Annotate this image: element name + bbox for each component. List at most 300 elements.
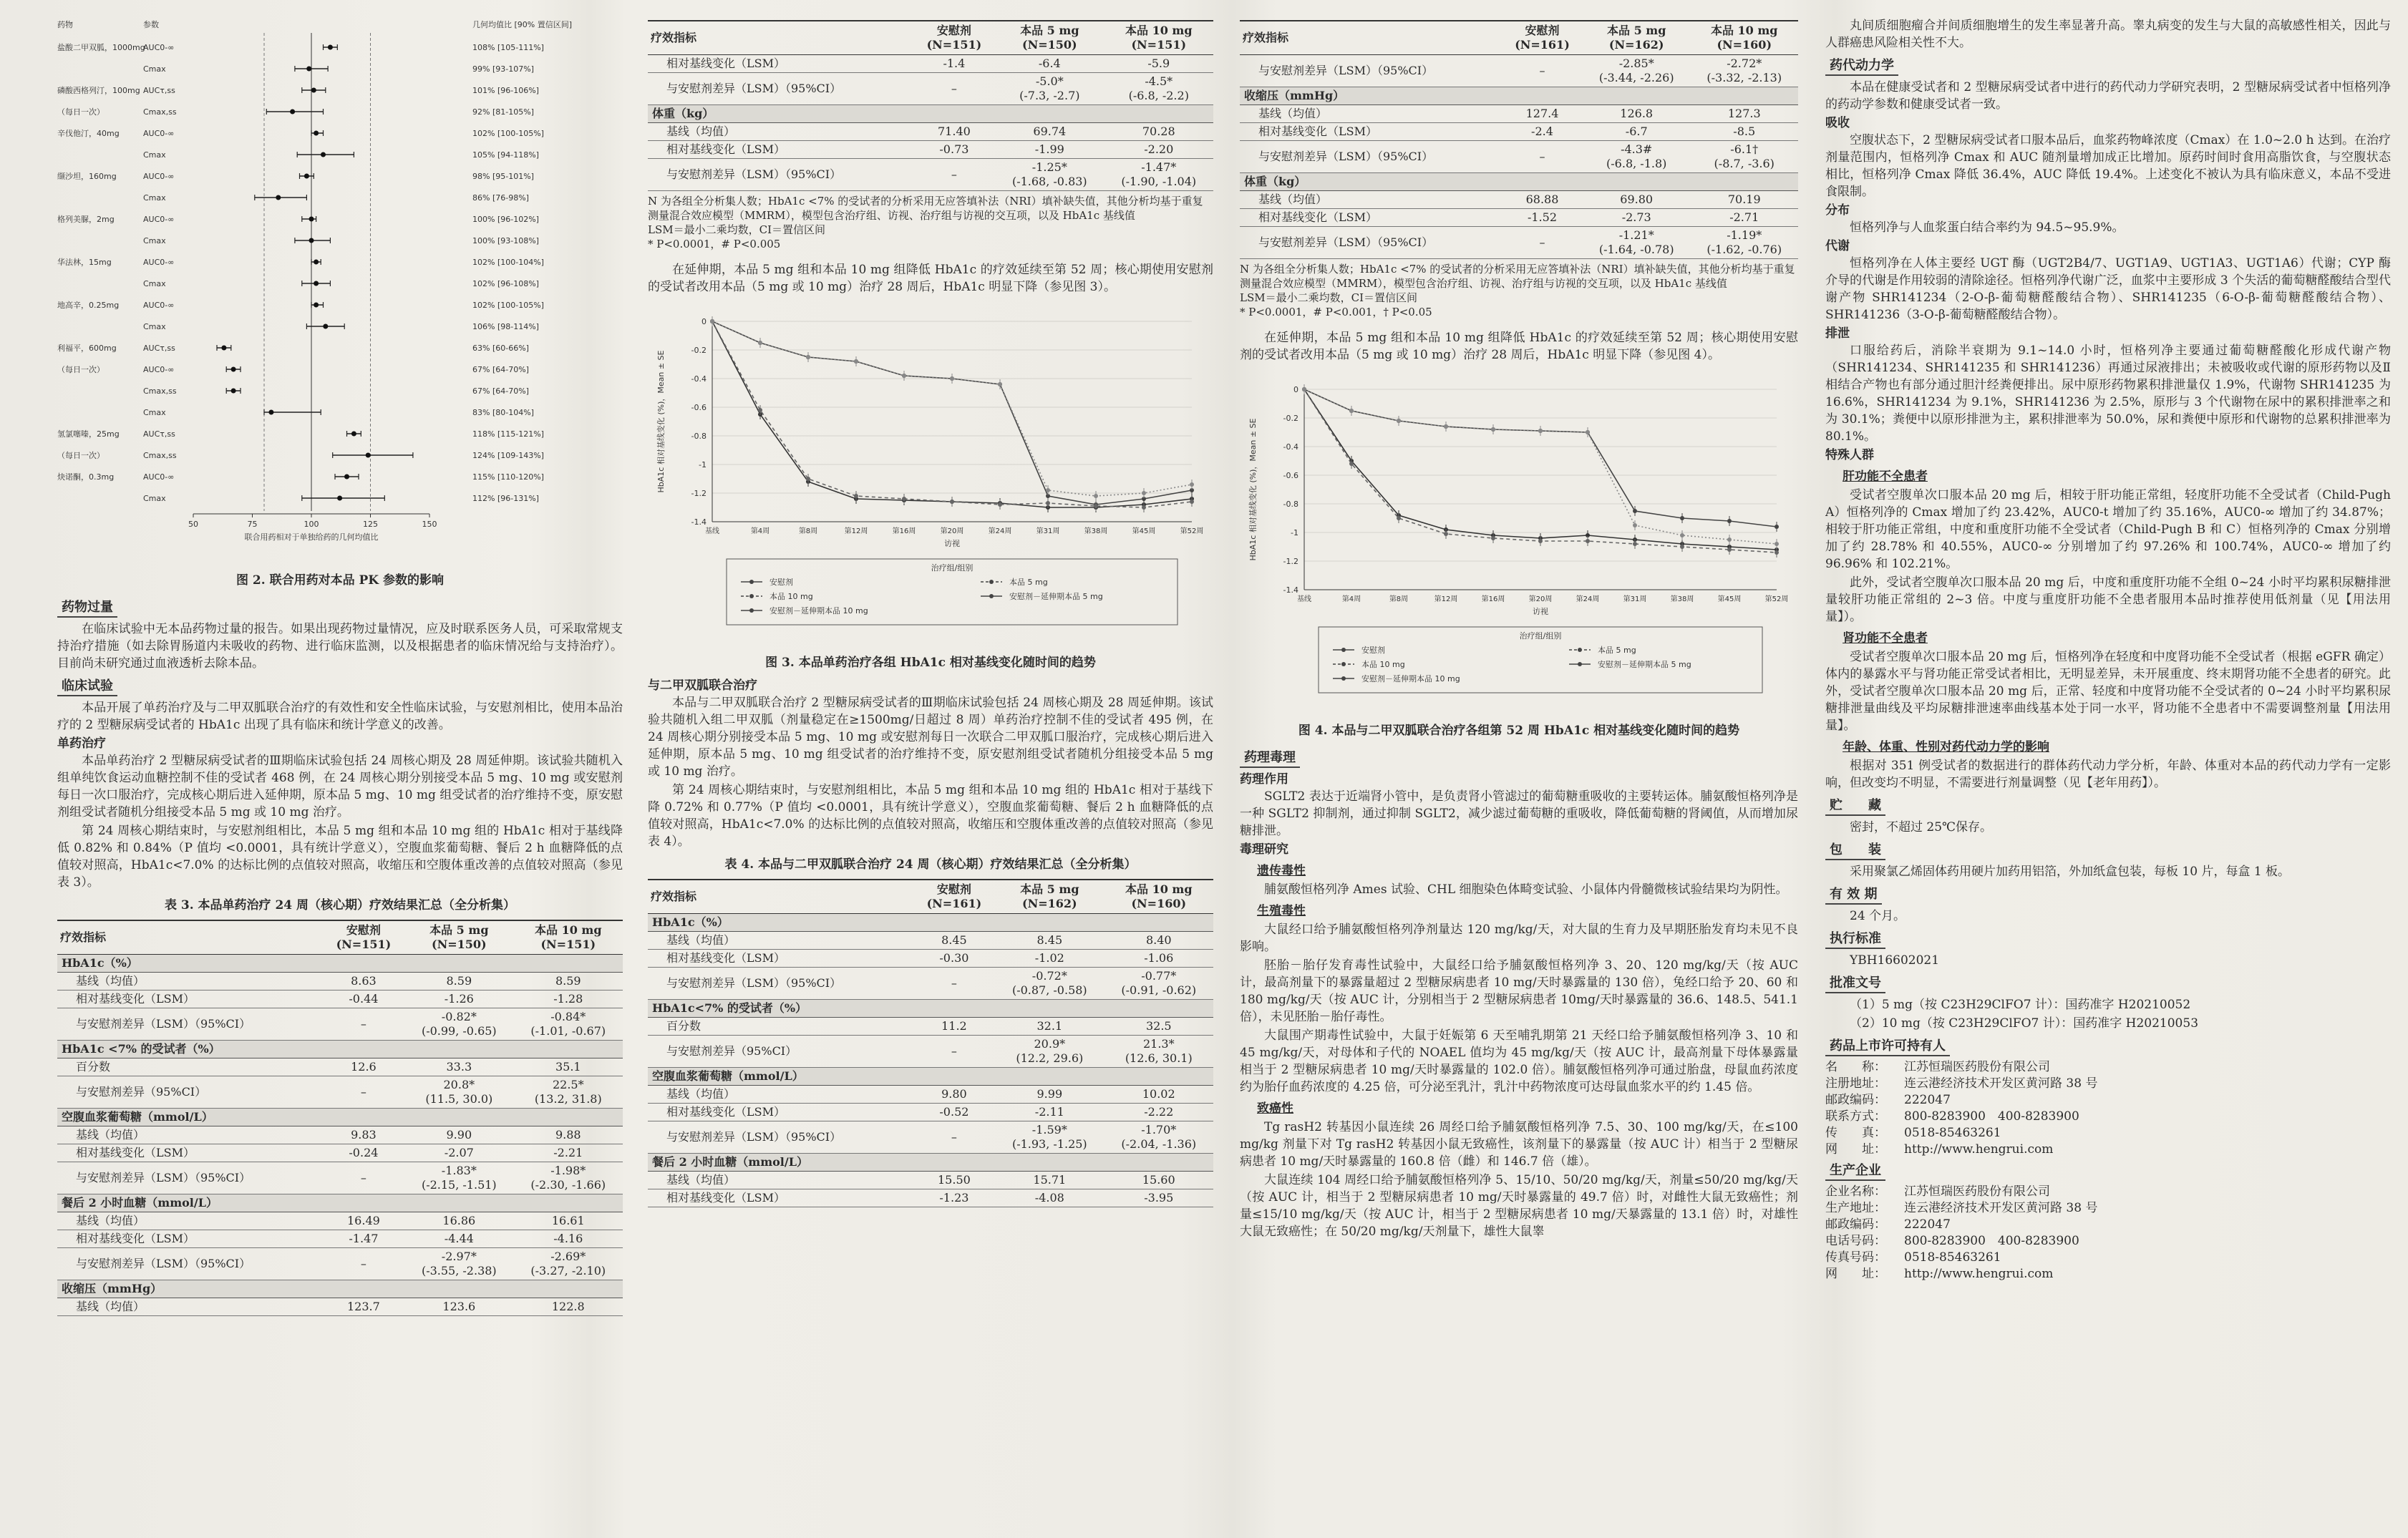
table-cell: 相对基线变化（LSM） [648,55,913,73]
chart-x-axis-label: 访视 [944,539,960,548]
table-row [648,55,1213,73]
table-group-label: 餐后 2 小时血糖（mmol/L） [57,1194,623,1212]
table-cell: -0.84* (-1.01, -0.67) [514,1008,623,1041]
table-4-continued [1240,20,1798,259]
forest-point [311,88,316,93]
forest-point [321,152,326,157]
table-cell: 与安慰剂差异（LSM）（95%CI） [1240,141,1502,173]
table-cell: 与安慰剂差异（95%CI） [57,1076,323,1109]
table-cell: 71.40 [913,123,995,141]
table-cell: – [1502,141,1583,173]
chart-y-tick-label: -0.6 [691,403,707,412]
column-2 [648,17,1213,1520]
table-cell: – [323,1248,404,1280]
table-row [1240,87,1798,105]
chart-legend-marker [1341,662,1346,666]
genotoxicity-heading: 遗传毒性 [1257,864,1306,878]
chart-legend-marker [989,594,994,598]
table-row [648,141,1213,159]
info-key: 企业名称： [1825,1184,1886,1199]
table-3-note: N 为各组全分析集人数；HbA1c <7% 的受试者的分析采用无应答填补法（NRI）填补缺失值，其他分析均基于重复测量混合效应模型（MMRM），模型包含治疗组、访视、治疗组与访视的交互项，以及 HbA1c 基线值 LSM＝最小二乘均数，CI＝置信区间 * P<0.0001，# P<0.005 [648,195,1203,250]
table-group-label: 餐后 2 小时血糖（mmol/L） [648,1154,1213,1172]
table-cell: 32.5 [1105,1018,1213,1036]
table-cell: 基线（均值） [1240,105,1502,123]
table-cell: 68.88 [1502,191,1583,209]
chart-x-tick-label: 第16周 [1481,595,1505,603]
chart-point [1190,500,1194,504]
forest-ratio-label: 102% [100-105%] [472,129,544,138]
forest-param-label: AUC0-∞ [143,129,175,138]
table-cell: 基线（均值） [648,932,913,950]
info-key: 网 址： [1825,1142,1886,1157]
table-cell: -2.22 [1105,1104,1213,1121]
table-cell: -1.23 [913,1189,995,1207]
table-cell: 9.80 [913,1086,995,1104]
info-value: 连云港经济技术开发区黄河路 38 号 [1904,1201,2098,1215]
forest-header-ratio: 几何均值比 [90% 置信区间] [472,20,573,29]
chart-legend-label: 安慰剂 [1361,646,1385,655]
table-row [57,1126,623,1144]
info-key: 传真号码： [1825,1250,1886,1265]
chart-point [1680,533,1684,537]
table-cell: -5.0* (-7.3, -2.7) [995,73,1104,105]
chart-y-tick-label: -0.2 [1283,414,1298,423]
info-key: 电话号码： [1825,1234,1886,1248]
table-cell: 与安慰剂差异（LSM）（95%CI） [648,968,913,1000]
manufacturer-heading: 生产企业 [1825,1162,1885,1181]
table-cell: -1.47 [323,1230,404,1248]
monotherapy-p1: 本品单药治疗 2 型糖尿病受试者的Ⅲ期临床试验包括 24 周核心期及 28 周延伸期。该试验共随机入组单纯饮食运动血糖控制不佳的受试者 468 例，在 24 周核心期分别接受本品 5 mg、10 mg 或安慰剂每日一次口服治疗，完成核心期后进入延伸期，原本品 5 mg、10 mg 组受试者的治疗维持不变，原安慰剂组受试者随机分组接受本品 5 mg 或 10 mg 治疗。 [57,754,623,819]
chart-legend-marker [1578,648,1582,652]
table-cell: -2.11 [995,1104,1104,1121]
table-3-caption: 表 3. 本品单药治疗 24 周（核心期）疗效结果汇总（全分析集） [164,898,516,912]
manufacturer-info [1825,1184,2391,1283]
chart-x-tick-label: 第20周 [1528,595,1553,603]
table-cell: 20.8* (11.5, 30.0) [404,1076,513,1109]
info-row [1825,1233,2391,1250]
table-cell: 9.88 [514,1126,623,1144]
table-cell: -0.77* (-0.91, -0.62) [1105,968,1213,1000]
table-cell: 8.59 [514,973,623,991]
table-cell: 与安慰剂差异（LSM）（95%CI） [1240,55,1502,87]
forest-ratio-label: 102% [100-104%] [472,258,544,267]
chart-y-tick-label: 0 [1293,385,1298,394]
table-cell: 相对基线变化（LSM） [648,1104,913,1121]
table-cell: 与安慰剂差异（LSM）（95%CI） [1240,227,1502,259]
metabolism-heading: 代谢 [1825,239,1850,253]
table-cell: -3.95 [1105,1189,1213,1207]
table-cell: 8.45 [913,932,995,950]
table-row [648,1172,1213,1189]
pk-intro: 本品在健康受试者和 2 型糖尿病受试者中进行的药代动力学研究表明，2 型糖尿病受试者中恒格列净的药动学参数和健康受试者一致。 [1825,80,2391,112]
chart-x-axis-label: 访视 [1533,607,1548,616]
chart-x-tick-label: 第24周 [1576,595,1600,603]
chart-legend-title: 治疗组/组别 [1519,631,1562,641]
info-key: 邮政编码： [1825,1217,1886,1232]
info-row [1825,1266,2391,1283]
table-cell: 123.7 [323,1298,404,1316]
table-row [648,1036,1213,1068]
table-row [57,1280,623,1298]
chart-point [1538,539,1543,543]
table-cell: -1.59* (-1.93, -1.25) [995,1121,1104,1154]
table-group-label: 空腹血浆葡萄糖（mmol/L） [648,1068,1213,1086]
chart-point [806,355,810,359]
table-row [57,1212,623,1230]
chart-point [1727,547,1732,552]
validity-text: 24 个月。 [1850,909,1906,923]
forest-ratio-label: 124% [109-143%] [472,451,544,460]
chart-y-tick-label: -0.8 [1283,500,1298,509]
forest-point [323,324,328,329]
chart-point [1633,542,1637,546]
mah-heading: 药品上市许可持有人 [1825,1038,1950,1056]
forest-point [314,281,319,286]
chart-y-tick-label: -1 [699,460,707,469]
table-header-cell: 本品 10 mg (N=160) [1105,880,1213,914]
table-group-label: HbA1c（%） [648,914,1213,932]
table-cell: -1.83* (-2.15, -1.51) [404,1162,513,1194]
chart-series-line [1304,389,1777,527]
table-cell: 基线（均值） [1240,191,1502,209]
chart-legend-label: 本品 10 mg [1361,660,1405,669]
table-cell: -4.44 [404,1230,513,1248]
forest-param-label: AUC0-∞ [143,365,175,374]
chart-x-tick-label: 第20周 [940,527,964,535]
chart-legend-label: 安慰剂－延伸期本品 10 mg [1361,674,1460,683]
forest-ratio-label: 67% [64-70%] [472,386,529,396]
forest-drug-label: 利福平，600mg [57,344,117,353]
chart-point [998,502,1002,507]
table-cell: 8.45 [995,932,1104,950]
info-key: 生产地址： [1825,1201,1886,1215]
forest-param-label: AUC0-∞ [143,172,175,181]
chart-point [1586,430,1590,434]
chart-point [1046,501,1050,505]
table-cell: -6.7 [1583,123,1691,141]
table-cell: 基线（均值） [648,123,913,141]
carcinogenicity-continued: 丸间质细胞瘤合并间质细胞增生的发生率显著升高。睾丸病变的发生与大鼠的高敏感性相关，因此与人群癌患风险相关性不大。 [1825,19,2391,50]
table-cell: – [1502,55,1583,87]
chart-y-tick-label: -1.2 [1283,557,1298,566]
renal-impairment-heading: 肾功能不全患者 [1843,631,1928,646]
table-header-cell: 本品 5 mg (N=150) [995,21,1104,55]
forest-point [309,238,314,243]
chart-point [758,341,762,345]
table-cell: 百分数 [648,1018,913,1036]
table-header-cell: 本品 5 mg (N=162) [1583,21,1691,55]
age-weight-sex-text: 根据对 351 例受试者的数据进行的群体药代动力学分析，年龄、体重对本品的药代动力学有一定影响，但改变均不明显，不需要进行剂量调整（见【老年用药】）。 [1825,759,2391,790]
forest-param-label: Cmax [143,150,166,160]
table-cell: -2.20 [1105,141,1213,159]
forest-point [314,131,319,136]
forest-axis-label: 联合用药相对于单独给药的几何均值比 [244,532,379,542]
forest-point [344,474,349,480]
chart-x-tick-label: 第31周 [1036,527,1060,535]
table-cell: 20.9* (12.2, 29.6) [995,1036,1104,1068]
storage-text: 密封，不超过 25℃保存。 [1850,820,1993,834]
table-cell: 10.02 [1105,1086,1213,1104]
table-cell: 15.60 [1105,1172,1213,1189]
forest-param-label: Cmax [143,408,166,417]
info-value: 0518-85463261 [1904,1250,2001,1265]
info-value: 江苏恒瑞医药股份有限公司 [1904,1060,2050,1074]
table-row [648,968,1213,1000]
chart-x-tick-label: 第12周 [1434,595,1458,603]
table-cell: 与安慰剂差异（LSM）（95%CI） [648,73,913,105]
forest-ratio-label: 67% [64-70%] [472,365,529,374]
chart-y-tick-label: -0.4 [691,374,707,384]
pharmacology-text: SGLT2 表达于近端肾小管中，是负责肾小管滤过的葡萄糖重吸收的主要转运体。脯氨酸恒格列净是一种 SGLT2 抑制剂，通过抑制 SGLT2，减少滤过葡萄糖的重吸收，降低葡萄糖的肾阈值，从而增加尿糖排泄。 [1240,789,1798,838]
forest-point [268,410,273,415]
table-row [57,1144,623,1162]
pharmacology-heading: 药理毒理 [1240,749,1300,768]
forest-point [309,217,314,222]
forest-ratio-label: 83% [80-104%] [472,408,534,417]
info-value: 800-8283900 400-8283900 [1904,1109,2079,1124]
table-cell: 8.40 [1105,932,1213,950]
table-cell: -2.4 [1502,123,1583,141]
forest-param-label: Cmax [143,322,166,331]
chart-point [1046,488,1050,492]
chart-series-line [1304,389,1777,544]
forest-tick-label: 125 [363,520,378,529]
monotherapy-heading: 单药治疗 [57,736,106,751]
chart-point [1190,482,1194,487]
table-cell: -6.1† (-8.7, -3.6) [1690,141,1798,173]
table-cell: -0.73 [913,141,995,159]
figure-3-chart [648,307,1213,643]
info-row [1825,1142,2391,1158]
chart-point [1444,424,1448,429]
table-cell: 相对基线变化（LSM） [57,1144,323,1162]
chart-point [950,500,954,504]
chart-x-tick-label: 第4周 [750,527,770,535]
table-cell: – [323,1162,404,1194]
chart-legend-label: 安慰剂－延伸期本品 5 mg [1598,660,1691,669]
table-row [57,1058,623,1076]
forest-param-label: Cmax [143,236,166,245]
table-row [648,932,1213,950]
table-header-cell: 安慰剂 (N=151) [323,920,404,955]
chart-point [1094,504,1098,508]
table-cell: -1.06 [1105,950,1213,968]
table-cell: -6.4 [995,55,1104,73]
table-cell: 相对基线变化（LSM） [57,1230,323,1248]
chart-legend-marker [1341,648,1346,652]
table-cell: -0.72* (-0.87, -0.58) [995,968,1104,1000]
table-cell: -2.97* (-3.55, -2.38) [404,1248,513,1280]
chart-legend-marker [1578,662,1582,666]
table-cell: – [913,1121,995,1154]
chart-point [1775,550,1779,555]
chart-point [1586,539,1590,543]
reproductive-p2: 胚胎－胎仔发育毒性试验中，大鼠经口给予脯氨酸恒格列净 3、20、120 mg/kg/天（按 AUC 计，最高剂量下的暴露量超过 2 型糖尿病患者 10 mg/天时暴露量的 130 倍），兔经口给予 20、60 和 180 mg/kg/天（按 AUC 计，分别相当于 2 型糖尿病患者 10mg/天时暴露量的 36.6、148.5、541.1 倍），未见胚胎－胎仔毒性。 [1240,958,1798,1024]
table-cell: -1.99 [995,141,1104,159]
table-4-caption: 表 4. 本品与二甲双胍联合治疗 24 周（核心期）疗效结果汇总（全分析集） [724,857,1137,872]
chart-y-tick-label: -0.2 [691,346,707,355]
table-cell: -1.25* (-1.68, -0.83) [995,159,1104,191]
table-row [648,159,1213,191]
table-header-cell: 疗效指标 [648,880,913,914]
forest-drug-label: 华法林，15mg [57,258,112,267]
chart-x-tick-label: 第31周 [1623,595,1647,603]
chart-point [1397,419,1401,423]
table-cell: 8.59 [404,973,513,991]
chart-x-tick-label: 第8周 [1389,595,1409,603]
info-row [1825,1200,2391,1217]
approval-heading: 批准文号 [1825,975,1885,993]
package-heading: 包 装 [1825,842,1885,860]
forest-param-label: AUC0-∞ [143,301,175,310]
table-header-cell: 本品 5 mg (N=162) [995,880,1104,914]
chart-legend-marker [749,594,754,598]
table-cell: 基线（均值） [648,1086,913,1104]
table-row [1240,173,1798,191]
chart-point [710,319,714,323]
forest-point [231,367,236,372]
forest-tick-label: 150 [422,520,437,529]
table-cell: 69.80 [1583,191,1691,209]
table-cell: 基线（均值） [57,973,323,991]
table-cell: 122.8 [514,1298,623,1316]
table-cell: -2.85* (-3.44, -2.26) [1583,55,1691,87]
table-cell: -4.16 [514,1230,623,1248]
chart-x-tick-label: 基线 [1297,595,1311,603]
table-cell: 16.49 [323,1212,404,1230]
chart-legend-label: 本品 10 mg [770,592,813,601]
forest-param-label: Cmax [143,494,166,503]
table-cell: 21.3* (12.6, 30.1) [1105,1036,1213,1068]
table-cell: -1.26 [404,991,513,1008]
forest-param-label: AUC0-∞ [143,215,175,224]
table-row [57,1162,623,1194]
toxicology-heading: 毒理研究 [1240,842,1288,857]
forest-point [328,45,333,50]
forest-ratio-label: 112% [96-131%] [472,494,539,503]
table-cell: – [323,1008,404,1041]
chart-point [1142,505,1146,510]
table-cell: 与安慰剂差异（LSM）（95%CI） [648,159,913,191]
table-cell: 69.74 [995,123,1104,141]
chart-point [902,374,906,378]
forest-tick-label: 50 [188,520,198,529]
table-row [57,973,623,991]
chart-x-tick-label: 第45周 [1717,595,1742,603]
table-cell: 相对基线变化（LSM） [1240,123,1502,141]
reproductive-p1: 大鼠经口给予脯氨酸恒格列净剂量达 120 mg/kg/天，对大鼠的生育力及早期胚胎发育均未见不良影响。 [1240,923,1798,954]
table-cell: 16.61 [514,1212,623,1230]
table-header-cell: 安慰剂 (N=161) [913,880,995,914]
chart-point [1094,494,1098,498]
chart-legend-label: 安慰剂－延伸期本品 5 mg [1009,592,1103,601]
table-3-continued [648,20,1213,191]
chart-point [1444,532,1448,536]
info-row [1825,1125,2391,1142]
forest-point [231,389,236,394]
forest-param-label: Cmax,ss [143,451,177,460]
info-value: 800-8283900 400-8283900 [1904,1234,2079,1248]
carcinogenicity-p2: 大鼠连续 104 周经口给予脯氨酸恒格列净 5、15/10、50/20 mg/kg/天，剂量≤50/20 mg/kg/天（按 AUC 计，相当于 2 型糖尿病患者 10 mg/天时暴露量的 49.7 倍）时，对雌性大鼠无致癌性；剂量≤15/10 mg/kg/天（按 AUC 计，相当于 2 型糖尿病患者 10 mg/天暴露量的 13.1 倍）时，对雄性大鼠无致癌性；在 50/20 mg/kg/天剂量下，雄性大鼠睾 [1240,1173,1798,1239]
forest-ratio-label: 98% [95-101%] [472,172,534,181]
table-row [648,950,1213,968]
chart-legend-label: 本品 5 mg [1598,646,1636,655]
table-cell: 9.99 [995,1086,1104,1104]
table-cell: 15.50 [913,1172,995,1189]
table-row [648,73,1213,105]
chart-legend-marker [749,608,754,613]
validity-heading: 有 效 期 [1825,886,1882,905]
table-cell: 与安慰剂差异（LSM）（95%CI） [648,1121,913,1154]
chart-point [1538,429,1543,433]
table-cell: -4.3# (-6.8, -1.8) [1583,141,1691,173]
chart-x-tick-label: 第4周 [1341,595,1361,603]
table-cell: -1.4 [913,55,995,73]
forest-ratio-label: 118% [115-121%] [472,429,544,439]
forest-param-label: Cmax,ss [143,107,177,117]
table-group-label: HbA1c <7% 的受试者（%） [57,1041,623,1058]
table-row [648,105,1213,123]
forest-tick-label: 100 [304,520,319,529]
table-row [1240,209,1798,227]
table-row [648,1068,1213,1086]
chart-point [1727,537,1732,542]
combination-extension-text: 在延伸期，本品 5 mg 组和本品 10 mg 组降低 HbA1c 的疗效延续至第 52 周；核心期使用安慰剂的受试者改用本品（5 mg 或 10 mg）治疗 28 周后，HbA1c 明显下降（参见图 4）。 [1240,331,1798,362]
chart-y-tick-label: -1.2 [691,489,707,498]
info-key: 邮政编码： [1825,1093,1886,1107]
table-cell: 与安慰剂差异（LSM）（95%CI） [57,1248,323,1280]
forest-ratio-label: 108% [105-111%] [472,43,544,52]
forest-point [366,453,371,458]
combination-heading: 与二甲双胍联合治疗 [648,678,757,693]
table-row [648,1000,1213,1018]
table-cell: -1.47* (-1.90, -1.04) [1105,159,1213,191]
info-value: 江苏恒瑞医药股份有限公司 [1904,1184,2050,1199]
approval-10mg: （2）10 mg（按 C23H29ClFO7 计）：国药准字 H20210053 [1850,1016,2199,1031]
chart-y-tick-label: -1 [1291,528,1298,537]
table-cell: -1.98* (-2.30, -1.66) [514,1162,623,1194]
table-row [57,1041,623,1058]
chart-point [1633,523,1637,527]
table-cell: 与安慰剂差异（95%CI） [648,1036,913,1068]
table-cell: -0.52 [913,1104,995,1121]
forest-ratio-label: 101% [96-106%] [472,86,539,95]
approval-5mg: （1）5 mg（按 C23H29ClFO7 计）：国药准字 H20210052 [1850,998,2191,1012]
table-cell: 百分数 [57,1058,323,1076]
chart-x-tick-label: 第52周 [1180,527,1204,535]
genotoxicity-text: 脯氨酸恒格列净 Ames 试验、CHL 细胞染色体畸变试验、小鼠体内骨髓微核试验结果均为阴性。 [1264,882,1788,897]
table-cell: 15.71 [995,1172,1104,1189]
chart-point [1775,542,1779,546]
reproductive-p3: 大鼠围产期毒性试验中，大鼠于妊娠第 6 天至哺乳期第 21 天经口给予脯氨酸恒格列净 3、10 和 45 mg/kg/天，对母体和子代的 NOAEL 值均为 45 mg/kg/天（按 AUC 计，最高剂量下母体暴露量相当于 2 型糖尿病患者 10 mg/天时暴露量的 102.0 倍）。脯氨酸恒格列净可通过胎盘，母鼠血药浓度约为胎仔血药浓度的 4.25 倍，可分泌至乳汁，乳汁中药物浓度可达母鼠血浆水平的约 1.45 倍。 [1240,1028,1798,1094]
forest-drug-label: 地高辛，0.25mg [57,301,120,310]
forest-point [304,174,309,179]
chart-series-line [712,321,1192,505]
table-cell: – [1502,227,1583,259]
chart-series-line [1304,389,1777,553]
chart-point [1680,545,1684,549]
hepatic-impairment-heading: 肝功能不全患者 [1843,469,1928,484]
info-key: 名 称： [1825,1060,1886,1074]
chart-y-tick-label: -1.4 [1283,585,1298,595]
combination-p1: 本品与二甲双胍联合治疗 2 型糖尿病受试者的Ⅲ期临床试验包括 24 周核心期及 28 周延伸期。该试验共随机入组二甲双胍（剂量稳定在≥1500mg/日超过 8 周）单药治疗控制不佳的受试者 495 例，在 24 周核心期分别接受本品 5 mg、10 mg 或安慰剂每日一次联合二甲双胍口服治疗，完成核心期后进入延伸期，原本品 5 mg、10 mg 组受试者的治疗维持不变，原安慰剂组受试者随机分组接受本品 5 mg 或 10 mg 治疗。 [648,696,1213,779]
table-cell: 基线（均值） [648,1172,913,1189]
forest-point [351,432,356,437]
chart-legend-marker [749,580,754,584]
column-3 [1240,17,1798,1520]
table-cell: 70.28 [1105,123,1213,141]
chart-series-line [712,321,1192,507]
